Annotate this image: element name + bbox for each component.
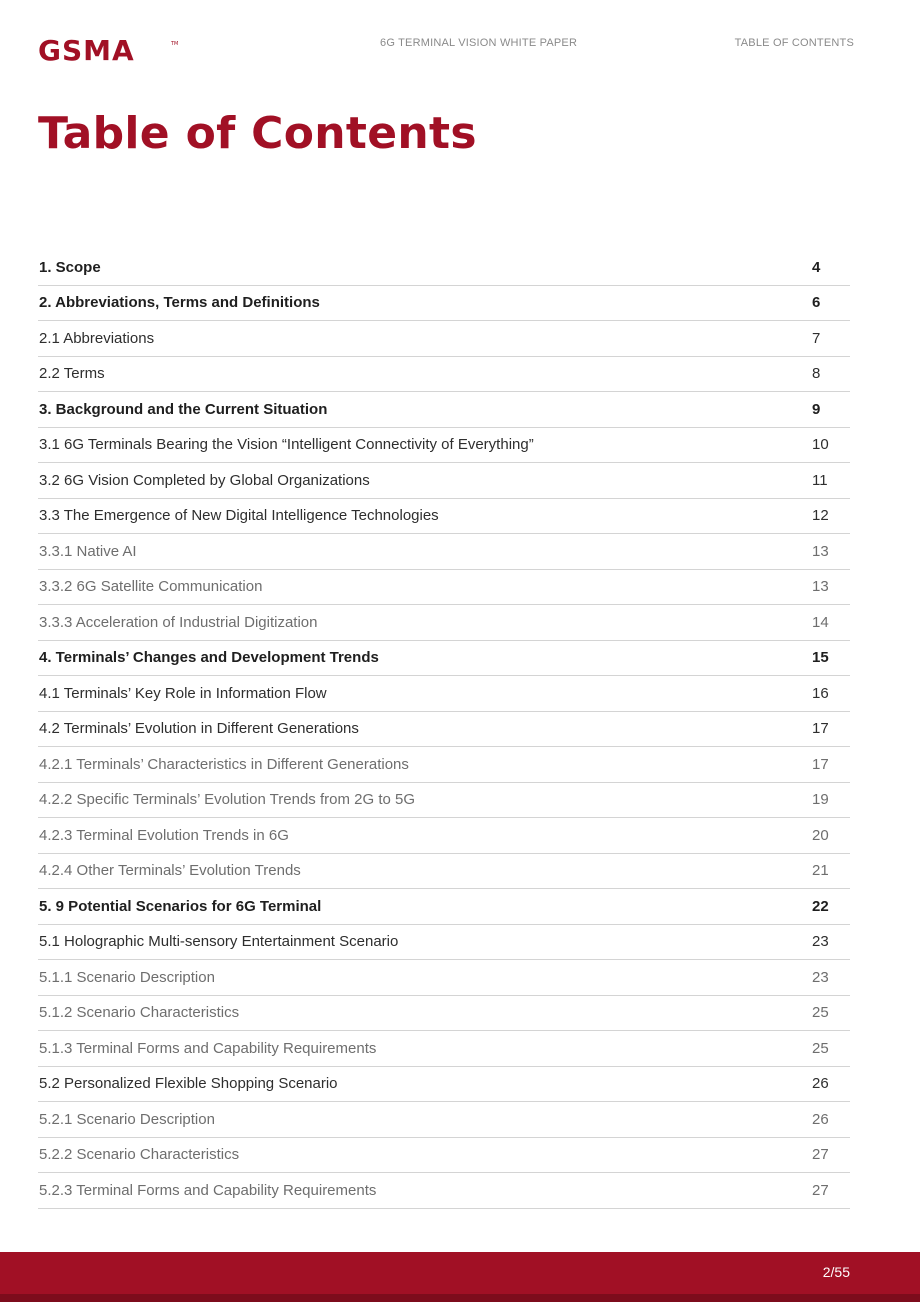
toc-entry[interactable] [38,676,850,712]
toc-entry[interactable] [38,854,850,890]
toc-entry-page[interactable]: 17 [812,720,829,738]
toc-entry-title[interactable]: 4.2.1 Terminals’ Characteristics in Different Generations [39,755,409,773]
toc-entry-page[interactable]: 15 [812,649,829,667]
section-label: TABLE OF CONTENTS [734,37,854,49]
toc-entry-title[interactable]: 3.1 6G Terminals Bearing the Vision “Intelligent Connectivity of Everything” [39,436,534,454]
document-title: 6G TERMINAL VISION WHITE PAPER [380,37,578,49]
toc-entry-title[interactable]: 3.3 The Emergence of New Digital Intelligence Technologies [39,507,439,525]
toc-entry[interactable] [38,286,850,322]
toc-entry[interactable] [38,818,850,854]
toc-entry[interactable] [38,1138,850,1174]
toc-entry[interactable] [38,641,850,677]
toc-entry-title[interactable]: 3. Background and the Current Situation [39,400,328,418]
toc-entry-title[interactable]: 4.2.2 Specific Terminals’ Evolution Trends from 2G to 5G [39,791,416,809]
toc-entry[interactable] [38,499,850,535]
toc-entry-title[interactable]: 4.2.4 Other Terminals’ Evolution Trends [39,862,301,880]
toc-entry[interactable] [38,889,850,925]
toc-entry-page[interactable]: 27 [812,1181,829,1199]
toc-entry[interactable] [38,321,850,357]
toc-entry[interactable] [38,1031,850,1067]
toc-entry[interactable] [38,392,850,428]
toc-entry[interactable] [38,1067,850,1103]
toc-entry-page[interactable]: 21 [812,862,829,880]
toc-entry[interactable] [38,428,850,464]
toc-entry-title[interactable]: 5.1.3 Terminal Forms and Capability Requirements [39,1039,377,1057]
footer-stripe [0,1294,920,1302]
toc-entry-page[interactable]: 9 [812,400,821,418]
toc-entry-title[interactable]: 2. Abbreviations, Terms and Definitions [39,294,320,312]
toc-entry-title[interactable]: 1. Scope [39,258,101,276]
toc-entry-page[interactable]: 8 [812,365,821,383]
toc-entry-page[interactable]: 13 [812,578,829,596]
toc-entry-page[interactable]: 23 [812,933,829,951]
toc-entry-page[interactable]: 22 [812,897,829,915]
toc-entry-title[interactable]: 5.2.3 Terminal Forms and Capability Requirements [39,1181,377,1199]
toc-entry-title[interactable]: 5.1 Holographic Multi-sensory Entertainment Scenario [39,933,399,951]
svg-text:GSMA: GSMA [38,38,135,62]
toc-entry[interactable] [38,712,850,748]
toc-entry-title[interactable]: 3.3.2 6G Satellite Communication [39,578,263,596]
footer-bar [0,1252,920,1294]
toc-entry-page[interactable]: 20 [812,826,829,844]
toc-entry-page[interactable]: 13 [812,542,829,560]
toc-entry-title[interactable]: 4. Terminals’ Changes and Development Trends [39,649,379,667]
toc-entry-page[interactable]: 26 [812,1110,829,1128]
page-number: 2/55 [822,1264,850,1280]
toc-entry-page[interactable]: 11 [812,471,828,489]
toc-entry-title[interactable]: 3.2 6G Vision Completed by Global Organizations [39,471,370,489]
toc-entry-title[interactable]: 2.1 Abbreviations [39,329,155,347]
toc-entry-title[interactable]: 2.2 Terms [39,365,105,383]
toc-entry-title[interactable]: 5.2.1 Scenario Description [39,1110,215,1128]
toc-entry[interactable] [38,996,850,1032]
toc-entry-title[interactable]: 4.1 Terminals’ Key Role in Information Flow [39,684,327,702]
toc-entry[interactable] [38,783,850,819]
toc-entry-title[interactable]: 5. 9 Potential Scenarios for 6G Terminal [39,897,322,915]
toc-entry-page[interactable]: 25 [812,1039,829,1057]
toc-entry-title[interactable]: 4.2.3 Terminal Evolution Trends in 6G [39,826,289,844]
toc-entry-page[interactable]: 25 [812,1004,829,1022]
toc-entry-title[interactable]: 5.1.2 Scenario Characteristics [39,1004,240,1022]
toc-entry[interactable] [38,925,850,961]
toc-entry[interactable] [38,250,850,286]
toc-entry-title[interactable]: 5.2.2 Scenario Characteristics [39,1146,240,1164]
toc-entry[interactable] [38,463,850,499]
toc-entry-page[interactable]: 16 [812,684,829,702]
gsma-logo [38,38,180,67]
toc-entry[interactable] [38,747,850,783]
toc-entry[interactable] [38,960,850,996]
toc-entry-page[interactable]: 4 [812,258,821,276]
toc-entry-page[interactable]: 27 [812,1146,829,1164]
toc-entry[interactable] [38,605,850,641]
toc-entry[interactable] [38,357,850,393]
toc-entry-page[interactable]: 26 [812,1075,829,1093]
toc-entry-page[interactable]: 7 [812,329,821,347]
toc-entry[interactable] [38,534,850,570]
toc-entry-page[interactable]: 14 [812,613,829,631]
table-of-contents [38,250,850,1209]
page-title: Table of Contents [38,108,477,159]
toc-entry-page[interactable]: 19 [812,791,829,809]
toc-entry[interactable] [38,1173,850,1209]
toc-entry-page[interactable]: 12 [812,507,829,525]
svg-text:TM: TM [171,41,179,47]
toc-entry-page[interactable]: 17 [812,755,829,773]
toc-entry-page[interactable]: 23 [812,968,829,986]
toc-entry[interactable] [38,570,850,606]
toc-entry[interactable] [38,1102,850,1138]
toc-entry-title[interactable]: 4.2 Terminals’ Evolution in Different Generations [39,720,359,738]
toc-entry-title[interactable]: 5.1.1 Scenario Description [39,968,215,986]
toc-entry-title[interactable]: 3.3.1 Native AI [39,542,137,560]
toc-entry-title[interactable]: 3.3.3 Acceleration of Industrial Digitization [39,613,318,631]
toc-entry-page[interactable]: 6 [812,294,821,312]
toc-entry-title[interactable]: 5.2 Personalized Flexible Shopping Scenario [39,1075,338,1093]
gsma-logo-mark [38,38,180,62]
toc-entry-page[interactable]: 10 [812,436,829,454]
